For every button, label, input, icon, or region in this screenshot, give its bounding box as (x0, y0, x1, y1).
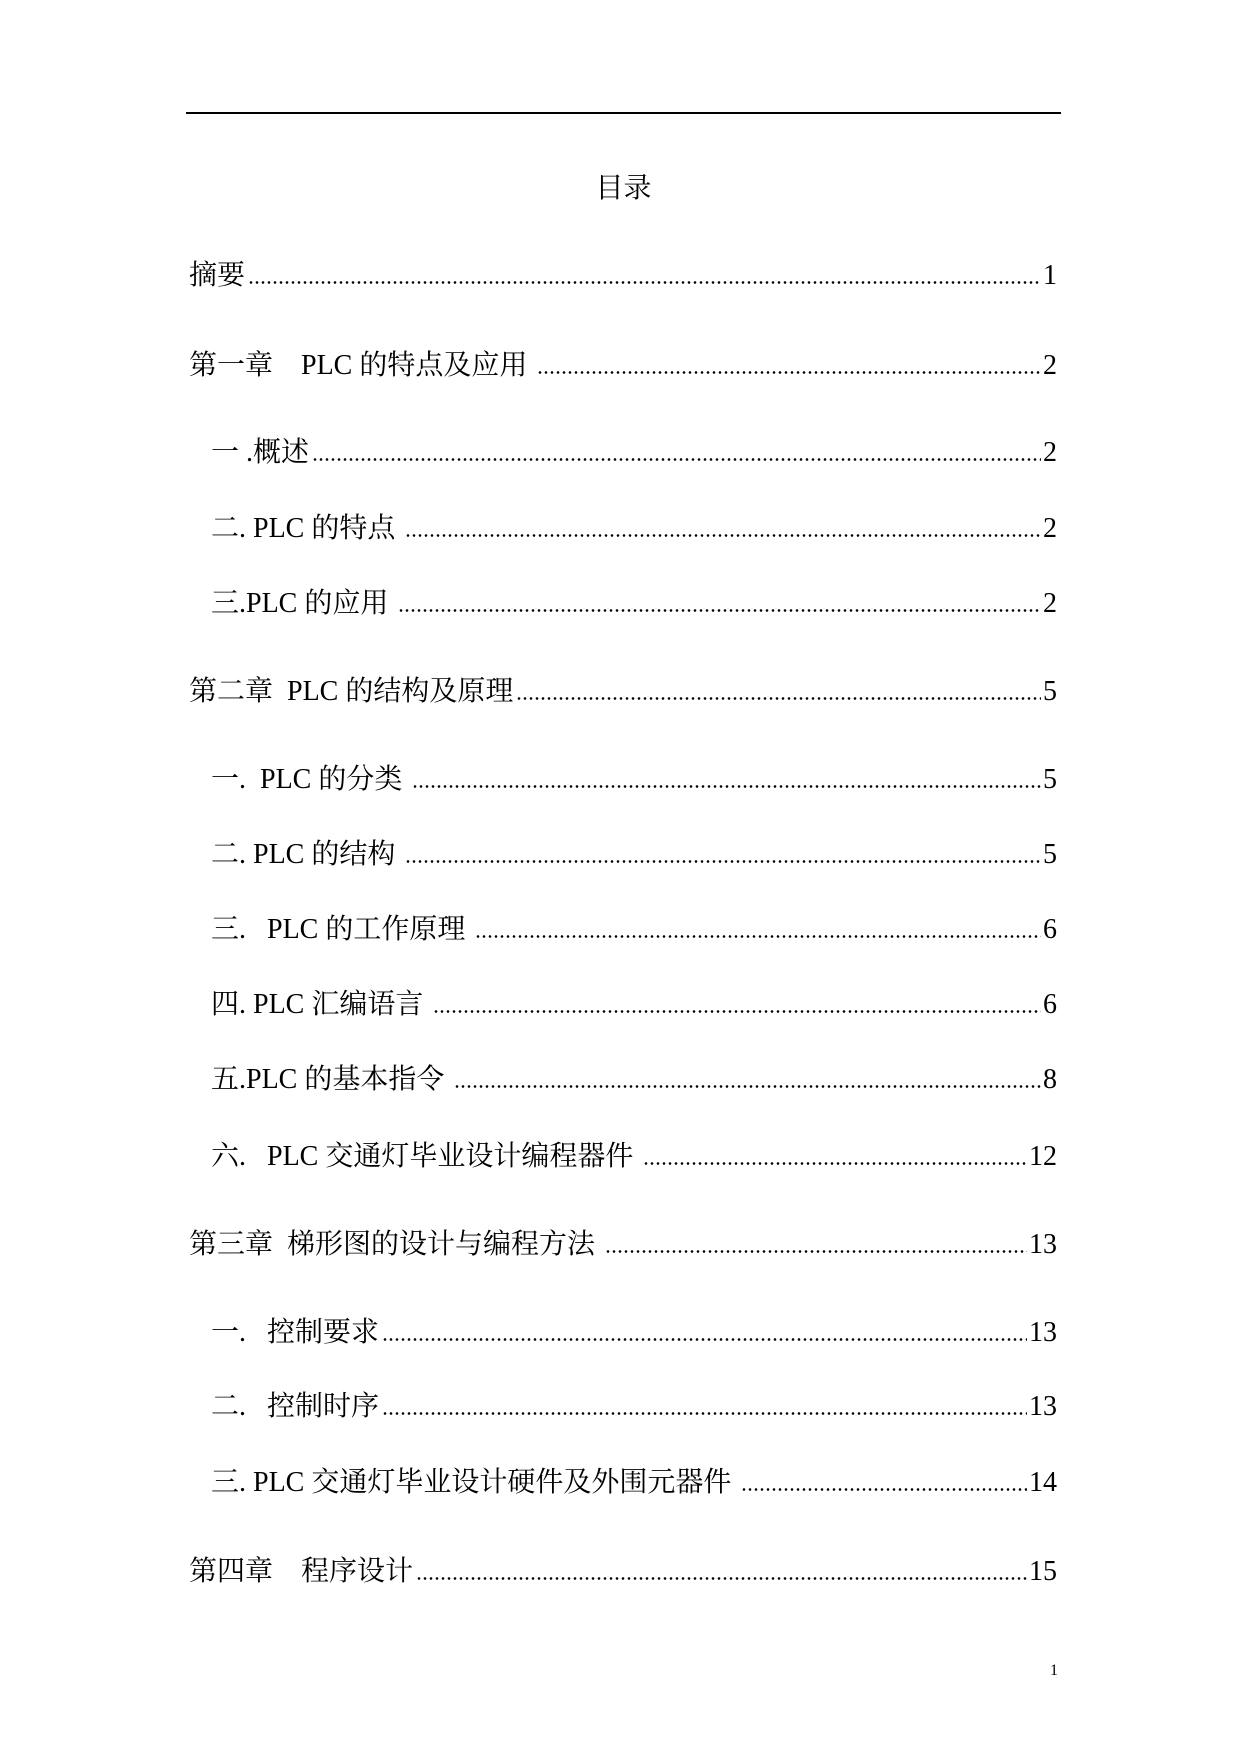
dot-leader (605, 1250, 1027, 1253)
page-number: 1 (1050, 1662, 1058, 1679)
toc-entry-page: 2 (1043, 350, 1057, 381)
toc-entry (211, 1313, 1057, 1353)
toc-heading: 目录 (595, 173, 652, 204)
dot-leader (405, 860, 1041, 863)
toc-entry-page: 2 (1043, 513, 1057, 544)
dot-leader (454, 1085, 1041, 1088)
toc-entry (211, 835, 1057, 875)
dot-leader (475, 935, 1041, 938)
toc-entry-title: 一 .概述 (211, 437, 310, 468)
dot-leader (741, 1488, 1027, 1491)
dot-leader (248, 281, 1041, 284)
toc-entry (211, 1137, 1057, 1177)
toc-entry-title: 四. PLC 汇编语言 (211, 989, 431, 1020)
toc-entry (189, 1225, 1057, 1265)
dot-leader (398, 609, 1041, 612)
dot-leader (312, 458, 1041, 461)
toc-entry (211, 1463, 1057, 1503)
toc-entry-page: 15 (1029, 1556, 1057, 1587)
toc-entry-title: 三. PLC 交通灯毕业设计硬件及外围元器件 (211, 1467, 739, 1498)
toc-entry-title: 六. PLC 交通灯毕业设计编程器件 (211, 1141, 641, 1172)
dot-leader (516, 697, 1041, 700)
dot-leader (405, 534, 1041, 537)
toc-entry-title: 一. 控制要求 (211, 1317, 380, 1348)
toc-entry-page: 5 (1043, 764, 1057, 795)
toc-entry-page: 1 (1043, 260, 1057, 291)
toc-entry (211, 910, 1057, 950)
toc-entry-page: 2 (1043, 437, 1057, 468)
toc-entry-page: 13 (1029, 1317, 1057, 1348)
toc-entry (189, 672, 1057, 712)
toc-entry-page: 6 (1043, 989, 1057, 1020)
toc-entry-title: 二. 控制时序 (211, 1391, 380, 1422)
toc-entry-page: 13 (1029, 1391, 1057, 1422)
toc-entry-page: 5 (1043, 839, 1057, 870)
toc-entry-title: 三. PLC 的工作原理 (211, 914, 473, 945)
toc-entry (189, 256, 1057, 296)
dot-leader (416, 1577, 1027, 1580)
toc-entry-title: 第四章 程序设计 (189, 1556, 414, 1587)
toc-entry-page: 14 (1029, 1467, 1057, 1498)
toc-entry-title: 五.PLC 的基本指令 (211, 1064, 452, 1095)
toc-entry-title: 第一章 PLC 的特点及应用 (189, 350, 535, 381)
dot-leader (537, 371, 1041, 374)
toc-entry-title: 第二章 PLC 的结构及原理 (189, 676, 514, 707)
toc-entry-page: 2 (1043, 588, 1057, 619)
toc-entry-title: 第三章 梯形图的设计与编程方法 (189, 1229, 603, 1260)
toc-entry (211, 433, 1057, 473)
toc-entry-title: 二. PLC 的结构 (211, 839, 403, 870)
dot-leader (433, 1010, 1041, 1013)
toc-entry (189, 346, 1057, 386)
toc-entry (211, 584, 1057, 624)
toc-entry-page: 13 (1029, 1229, 1057, 1260)
dot-leader (382, 1338, 1027, 1341)
toc-entry (211, 760, 1057, 800)
toc-entry-title: 二. PLC 的特点 (211, 513, 403, 544)
toc-entry-page: 5 (1043, 676, 1057, 707)
toc-entry-page: 8 (1043, 1064, 1057, 1095)
toc-entry-title: 一. PLC 的分类 (211, 764, 410, 795)
header-rule (186, 112, 1061, 114)
toc-entry-page: 6 (1043, 914, 1057, 945)
dot-leader (643, 1162, 1027, 1165)
toc-entry-title: 摘要 (189, 260, 246, 291)
toc-entry (211, 985, 1057, 1025)
toc-entry-title: 三.PLC 的应用 (211, 588, 396, 619)
toc-entry (211, 1060, 1057, 1100)
toc-entry (211, 1387, 1057, 1427)
dot-leader (382, 1412, 1027, 1415)
toc-entry (189, 1552, 1057, 1592)
toc-entry-page: 12 (1029, 1141, 1057, 1172)
toc-entry (211, 509, 1057, 549)
dot-leader (412, 785, 1041, 788)
